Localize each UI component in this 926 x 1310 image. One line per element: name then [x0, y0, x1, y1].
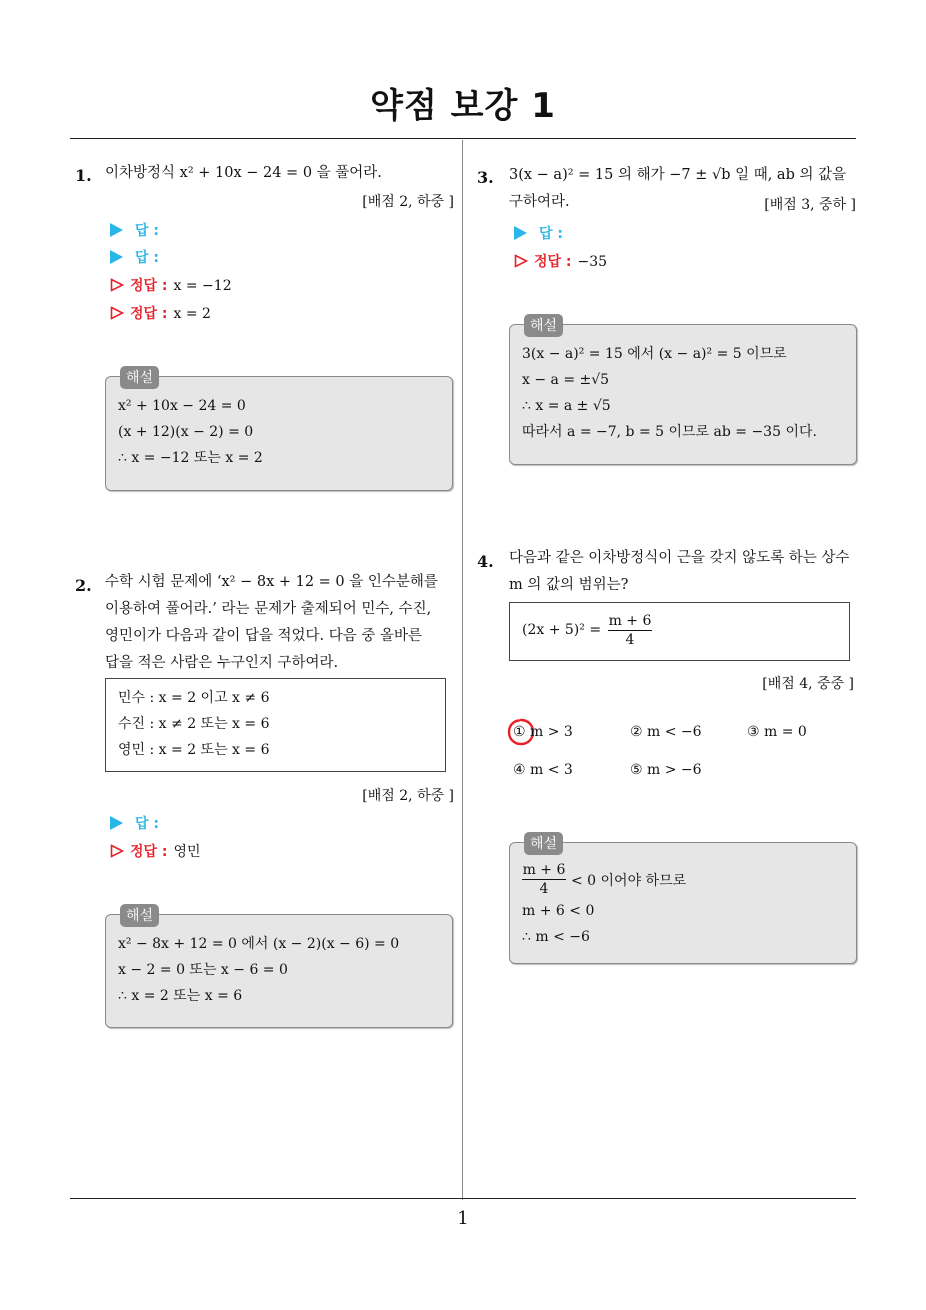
q2-text-line: 이용하여 풀어라.’ 라는 문제가 출제되어 민수, 수진,: [105, 601, 432, 617]
explanation-line: ∴ x = 2 또는 x = 6: [118, 988, 243, 1004]
q4-text-line: m 의 값의 범위는?: [509, 577, 629, 593]
correct-triangle-icon: [514, 254, 528, 268]
q3-text-line: 3(x − a)² = 15 의 해가 −7 ± √b 일 때, ab 의 값을: [509, 167, 847, 183]
q2-text-line: 수학 시험 문제에 ‘x² − 8x + 12 = 0 을 인수분해를: [105, 574, 438, 590]
q1-explanation-box: [105, 370, 453, 491]
explanation-line: 3(x − a)² = 15 에서 (x − a)² = 5 이므로: [522, 346, 787, 362]
explanation-line: ∴ x = −12 또는 x = 2: [118, 450, 263, 466]
correct-label: 정답 :: [130, 278, 168, 294]
correct-triangle-icon: [110, 306, 124, 320]
q4-explanation-box: [509, 836, 857, 964]
q4-choice-4[interactable]: ④ m < 3: [513, 762, 573, 778]
q4-number: 4.: [477, 552, 494, 571]
correct-triangle-icon: [110, 844, 124, 858]
explanation-line: m + 6 < 0: [522, 903, 595, 919]
correct-label: 정답 :: [534, 254, 572, 270]
q4-equation-box: [509, 602, 850, 661]
explanation-tag: 해설: [120, 904, 159, 927]
q4-text: [509, 545, 861, 599]
answer-label: 답 :: [135, 816, 159, 832]
answer-label: 답 :: [135, 250, 159, 266]
q2-number: 2.: [75, 576, 92, 595]
explanation-line: ∴ x = a ± √5: [522, 398, 611, 414]
answer-triangle-icon: [110, 816, 123, 830]
q2-text-line: 답을 적은 사람은 누구인지 구하여라.: [105, 655, 339, 671]
q2-correct-row: [110, 841, 201, 861]
answer-label: 답 :: [135, 223, 159, 239]
explanation-line: x² + 10x − 24 = 0: [118, 398, 246, 414]
q4-points: [배점 4, 중중 ]: [762, 676, 854, 692]
page-title: 약점 보강 1: [370, 86, 556, 126]
correct-value: x = 2: [173, 306, 211, 322]
answer-label: 답 :: [539, 226, 563, 242]
q1-answer-row-2[interactable]: [110, 247, 159, 267]
explanation-line: x² − 8x + 12 = 0 에서 (x − 2)(x − 6) = 0: [118, 936, 400, 952]
q4-equation-fraction: [608, 612, 652, 649]
q4-choice-1[interactable]: ① m > 3: [513, 724, 573, 740]
correct-triangle-icon: [110, 278, 124, 292]
correct-label: 정답 :: [130, 844, 168, 860]
q3-number: 3.: [477, 168, 494, 187]
answer-triangle-icon: [110, 223, 123, 237]
explanation-tag: 해설: [524, 832, 563, 855]
q4-text-line: 다음과 같은 이차방정식이 근을 갖지 않도록 하는 상수: [509, 550, 850, 566]
explanation-tag: 해설: [120, 366, 159, 389]
q1-correct-row-2: [110, 303, 211, 323]
explanation-line: ∴ m < −6: [522, 929, 590, 945]
q3-explanation-box: [509, 318, 857, 465]
page-number: 1: [457, 1208, 469, 1229]
q3-correct-row: [514, 251, 607, 271]
correct-value: −35: [577, 254, 608, 270]
explanation-line: x − a = ±√5: [522, 372, 610, 388]
explanation-line: 따라서 a = −7, b = 5 이므로 ab = −35 이다.: [522, 424, 817, 440]
q2-box-line: 민수 : x = 2 이고 x ≠ 6: [118, 690, 270, 706]
fraction-denominator: 4: [539, 881, 549, 897]
explanation-line: < 0 이어야 하므로: [571, 873, 687, 889]
q1-correct-row-1: [110, 275, 232, 295]
column-divider: [462, 140, 463, 1200]
q2-answer-sheet-box: [105, 678, 446, 772]
explanation-line: x − 2 = 0 또는 x − 6 = 0: [118, 962, 288, 978]
fraction-numerator: m + 6: [608, 613, 652, 629]
bottom-rule: [70, 1198, 856, 1199]
q2-points: [배점 2, 하중 ]: [362, 788, 454, 804]
correct-value: 영민: [173, 844, 201, 860]
q2-answer-row[interactable]: [110, 813, 159, 833]
explanation-tag: 해설: [524, 314, 563, 337]
q1-points: [배점 2, 하중 ]: [362, 194, 454, 210]
answer-triangle-icon: [514, 226, 527, 240]
q2-box-line: 수진 : x ≠ 2 또는 x = 6: [118, 716, 270, 732]
q2-text: [105, 569, 457, 677]
q3-text-line: 구하여라.: [509, 194, 570, 210]
answer-triangle-icon: [110, 250, 123, 264]
top-rule: [70, 138, 856, 139]
q1-number: 1.: [75, 166, 92, 185]
q1-text: 이차방정식 x² + 10x − 24 = 0 을 풀어라.: [105, 165, 382, 181]
q3-answer-row[interactable]: [514, 223, 563, 243]
q3-points: [배점 3, 중하 ]: [764, 197, 856, 213]
q4-choice-3[interactable]: ③ m = 0: [747, 724, 807, 740]
fraction-denominator: 4: [625, 632, 635, 648]
q2-box-line: 영민 : x = 2 또는 x = 6: [118, 742, 270, 758]
explanation-fraction: [522, 861, 566, 898]
q2-text-line: 영민이가 다음과 같이 답을 적었다. 다음 중 올바른: [105, 628, 423, 644]
q4-equation-lhs: (2x + 5)² =: [522, 622, 602, 638]
fraction-numerator: m + 6: [522, 862, 566, 878]
q1-answer-row-1[interactable]: [110, 220, 159, 240]
q4-choice-5[interactable]: ⑤ m > −6: [630, 762, 702, 778]
correct-label: 정답 :: [130, 306, 168, 322]
explanation-line: (x + 12)(x − 2) = 0: [118, 424, 254, 440]
correct-value: x = −12: [173, 278, 232, 294]
q4-choice-2[interactable]: ② m < −6: [630, 724, 702, 740]
q2-explanation-box: [105, 908, 453, 1028]
